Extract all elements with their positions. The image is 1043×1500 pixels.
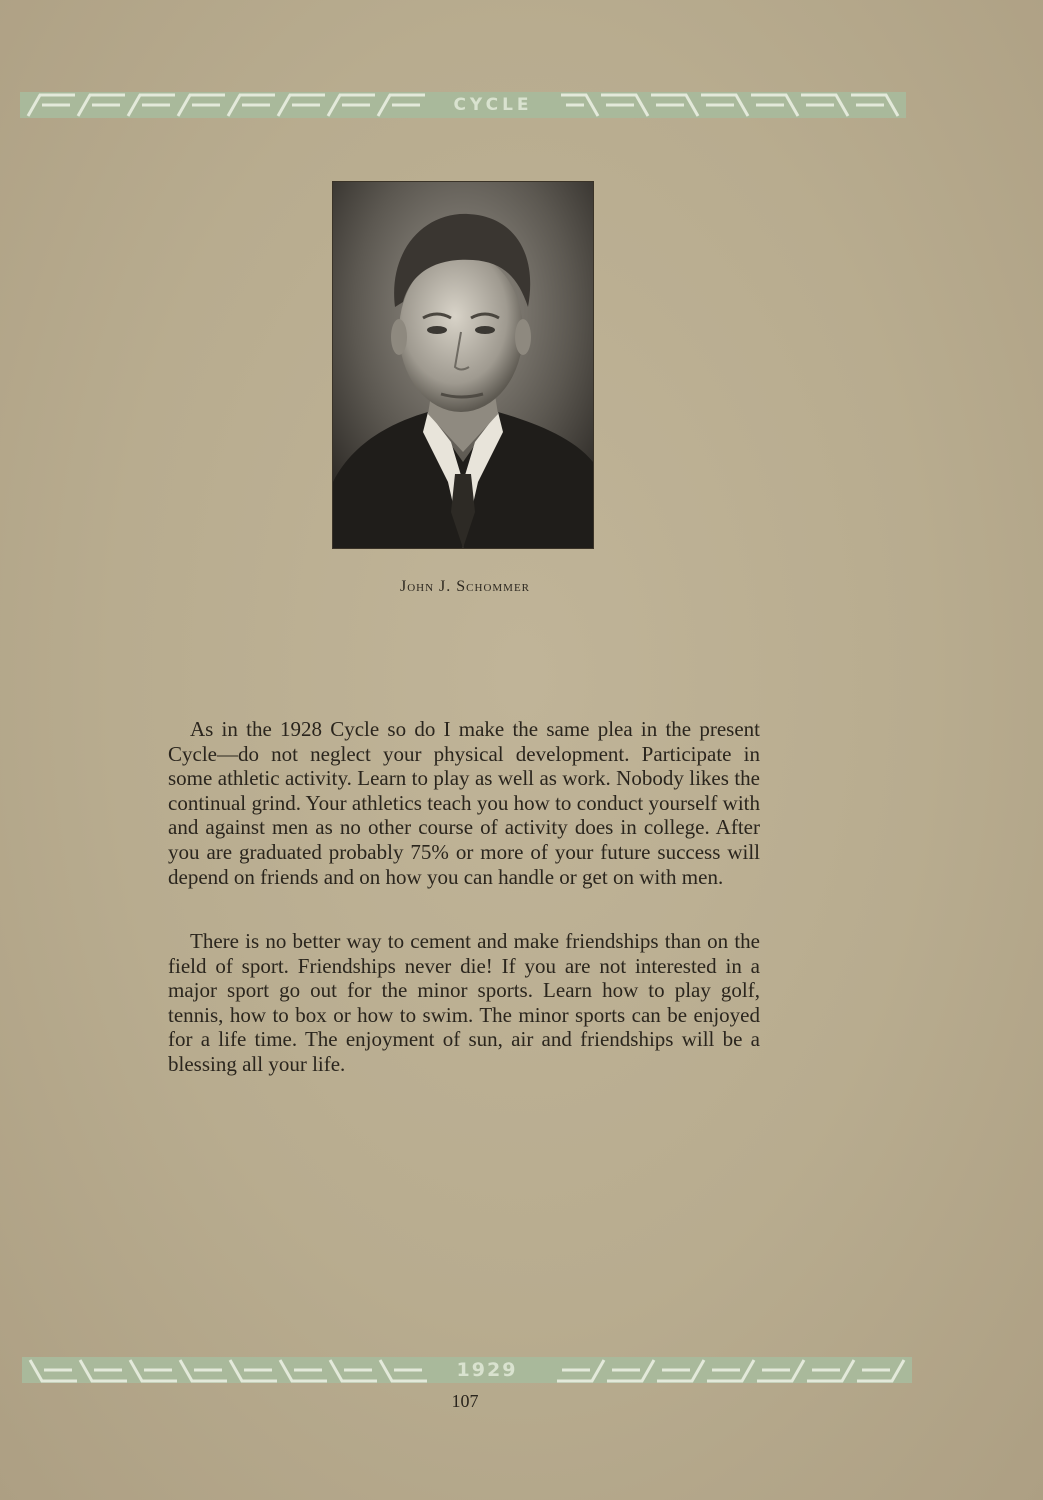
body-paragraph-1 xyxy=(168,717,760,889)
portrait-caption: John J. Schommer xyxy=(399,578,531,595)
header-banner xyxy=(20,92,906,118)
body-paragraph-2 xyxy=(168,929,760,1077)
paragraph-text: As in the 1928 Cycle so do I make the same plea in the present Cycle—do not neglect your physical development. Participate in some athletic activity. Learn to play as well as work. Nobody likes the continual grind. Your athletics teach you how to conduct yourself with and against men as no other course of activity does in college. After you are graduated probably 75% or more of your future success will depend on friends and on how you can handle or get on with men. xyxy=(168,717,760,889)
header-banner-label: CYCLE xyxy=(453,95,533,115)
paragraph-text: There is no better way to cement and make friendships than on the field of sport. Friendships never die! If you are not interested in a major sport go out for the minor sports. Learn how to play golf, tennis, how to box or how to swim. The minor sports can be enjoyed for a life time. The enjoyment of sun, air and friendships will be a blessing all your life. xyxy=(168,929,760,1076)
portrait-image xyxy=(333,182,593,548)
portrait-photo xyxy=(332,181,594,549)
footer-banner-label: 1929 xyxy=(456,1359,518,1381)
page-number: 107 xyxy=(451,1391,479,1411)
footer-banner xyxy=(22,1357,912,1383)
